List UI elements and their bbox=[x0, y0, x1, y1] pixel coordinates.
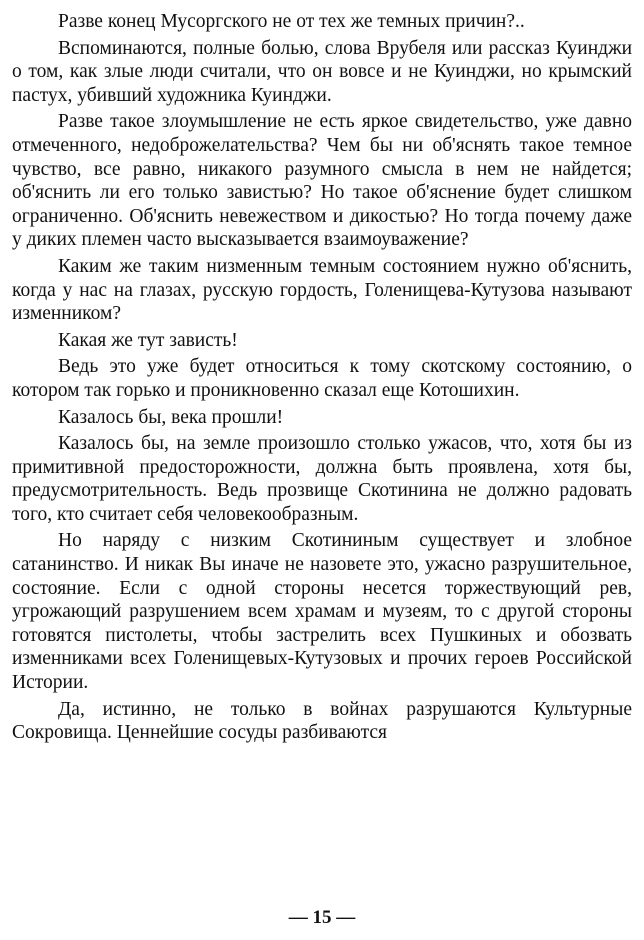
paragraph: Разве такое злоумышление не есть яркое свидетельство, уже давно отмеченного, недоброжелательства? Чем бы ни об'яснять такое темное чувство, все равно, никакого разумного смысла в нем не найдется; об'яснить ли его только завистью? Но такое об'яснение будет слишком ограниченно. Об'яснить невежеством и дикостью? Но тогда почему даже у диких племен часто высказывается взаимоуважение? bbox=[12, 111, 632, 251]
paragraph: Ведь это уже будет относиться к тому скотскому состоянию, о котором так горько и проникновенно сказал еще Котошихин. bbox=[12, 356, 632, 401]
paragraph: Но наряду с низким Скотининым существует и злобное сатанинство. И никак Вы иначе не назовете это, ужасно разрушительное, состояние. Если с одной стороны несется торжествующий рев, угрожающий разрушением всем храмам и музеям, то с другой стороны готовятся пистолеты, чтобы застрелить всех Пушкиных и обозвать изменниками всех Голенищевых-Кутузовых и прочих героев Российской Истории. bbox=[12, 530, 632, 694]
paragraph: Да, истинно, не только в войнах разрушаются Культурные Сокровища. Ценнейшие сосуды разбиваются bbox=[12, 698, 632, 744]
paragraph: Какая же тут зависть! bbox=[58, 329, 238, 351]
page-number: — 15 — bbox=[288, 907, 356, 928]
paragraph: Вспоминаются, полные болью, слова Врубеля или рассказ Куинджи о том, как злые люди считали, что он вовсе и не Куинджи, но крымский пастух, убивший художника Куинджи. bbox=[12, 37, 632, 106]
paragraph: Казалось бы, на земле произошло столько ужасов, что, хотя бы из примитивной предосторожности, должна быть проявлена, хотя бы, предусмотрительность. Ведь прозвище Скотинина не должно радовать того, кто считает себя человекообразным. bbox=[12, 433, 632, 525]
paragraph: Каким же таким низменным темным состоянием нужно об'яснить, когда у нас на глазах, русскую гордость, Голенищева-Кутузова называют изменником? bbox=[12, 255, 632, 325]
paragraph: Разве конец Мусоргского не от тех же темных причин?.. bbox=[58, 11, 525, 32]
paragraph: Казалось бы, века прошли! bbox=[58, 406, 284, 428]
